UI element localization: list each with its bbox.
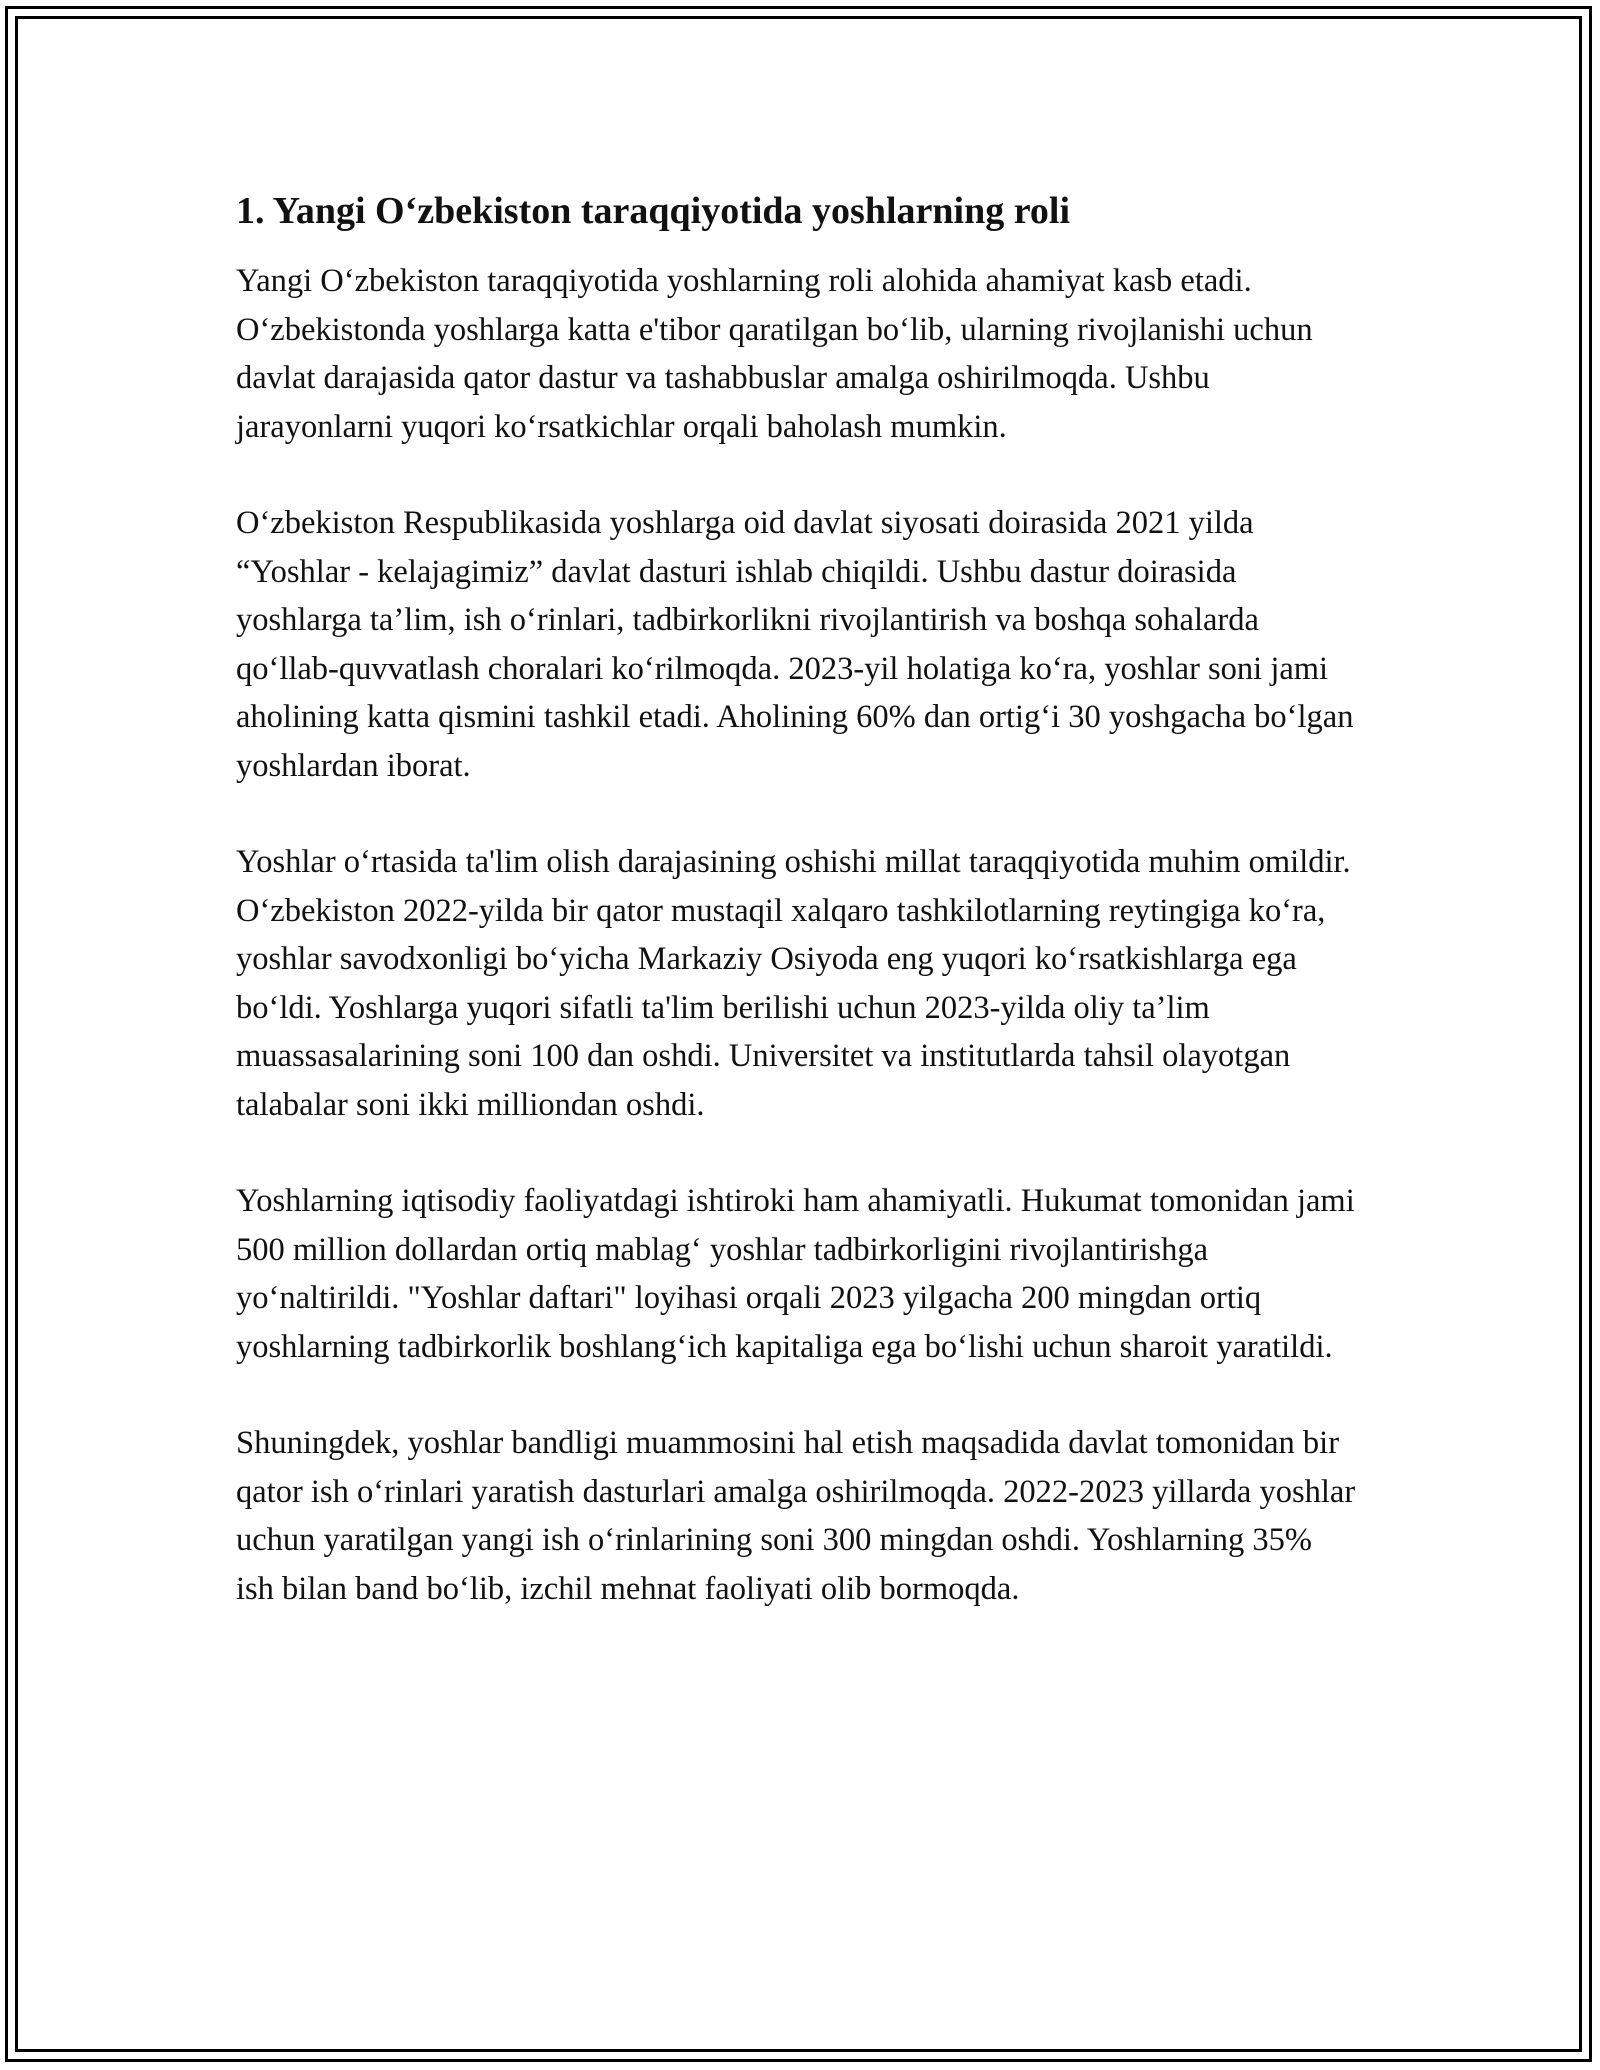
paragraph-employment: Shuningdek, yoshlar bandligi muammosini hal etish maqsadida davlat tomonidan bir qator ish o‘rinlari yaratish dasturlari amalga oshirilmoqda. 2022-2023 yillarda yoshlar uchun yaratilgan yangi ish o‘rinlarining soni 300 mingdan oshdi. Yoshlarning 35% ish bilan band bo‘lib, izchil mehnat faoliyati olib bormoqda. <box>236 1425 1356 1607</box>
paragraph-youth-policy: O‘zbekiston Respublikasida yoshlarga oid davlat siyosati doirasida 2021 yilda “Yoshlar - kelajagimiz” davlat dasturi ishlab chiqildi. Ushbu dastur doirasida yoshlarga ta’lim, ish o‘rinlari, tadbirkorlikni rivojlantirish va boshqa sohalarda qo‘llab-quvvatlash choralari ko‘rilmoqda. 2023-yil holatiga ko‘ra, yoshlar soni jami aholining katta qismini tashkil etadi. Aholining 60% dan ortig‘i 30 yoshgacha bo‘lgan yoshlardan iborat. <box>236 505 1354 784</box>
paragraph-intro: Yangi O‘zbekiston taraqqiyotida yoshlarning roli alohida ahamiyat kasb etadi. O‘zbekistonda yoshlarga katta e'tibor qaratilgan bo‘lib, ularning rivojlanishi uchun davlat darajasida qator dastur va tashabbuslar amalga oshirilmoqda. Ushbu jarayonlarni yuqori ko‘rsatkichlar orqali baholash mumkin. <box>236 263 1313 445</box>
section-title: 1. Yangi O‘zbekiston taraqqiyotida yoshlarning roli <box>236 190 1071 232</box>
paragraph-economic-participation: Yoshlarning iqtisodiy faoliyatdagi ishtiroki ham ahamiyatli. Hukumat tomonidan jami 500 million dollardan ortiq mablag‘ yoshlar tadbirkorligini rivojlantirishga yo‘naltirildi. "Yoshlar daftari" loyihasi orqali 2023 yilgacha 200 mingdan ortiq yoshlarning tadbirkorlik boshlang‘ich kapitaliga ega bo‘lishi uchun sharoit yaratildi. <box>236 1183 1355 1365</box>
paragraph-education: Yoshlar o‘rtasida ta'lim olish darajasining oshishi millat taraqqiyotida muhim omildir. O‘zbekiston 2022-yilda bir qator mustaqil xalqaro tashkilotlarning reytingiga ko‘ra, yoshlar savodxonligi bo‘yicha Markaziy Osiyoda eng yuqori ko‘rsatkishlarga ega bo‘ldi. Yoshlarga yuqori sifatli ta'lim berilishi uchun 2023-yilda oliy ta’lim muassasalarining soni 100 dan oshdi. Universitet va institutlarda tahsil olayotgan talabalar soni ikki milliondan oshdi. <box>236 844 1351 1123</box>
document-body <box>236 187 1356 1661</box>
